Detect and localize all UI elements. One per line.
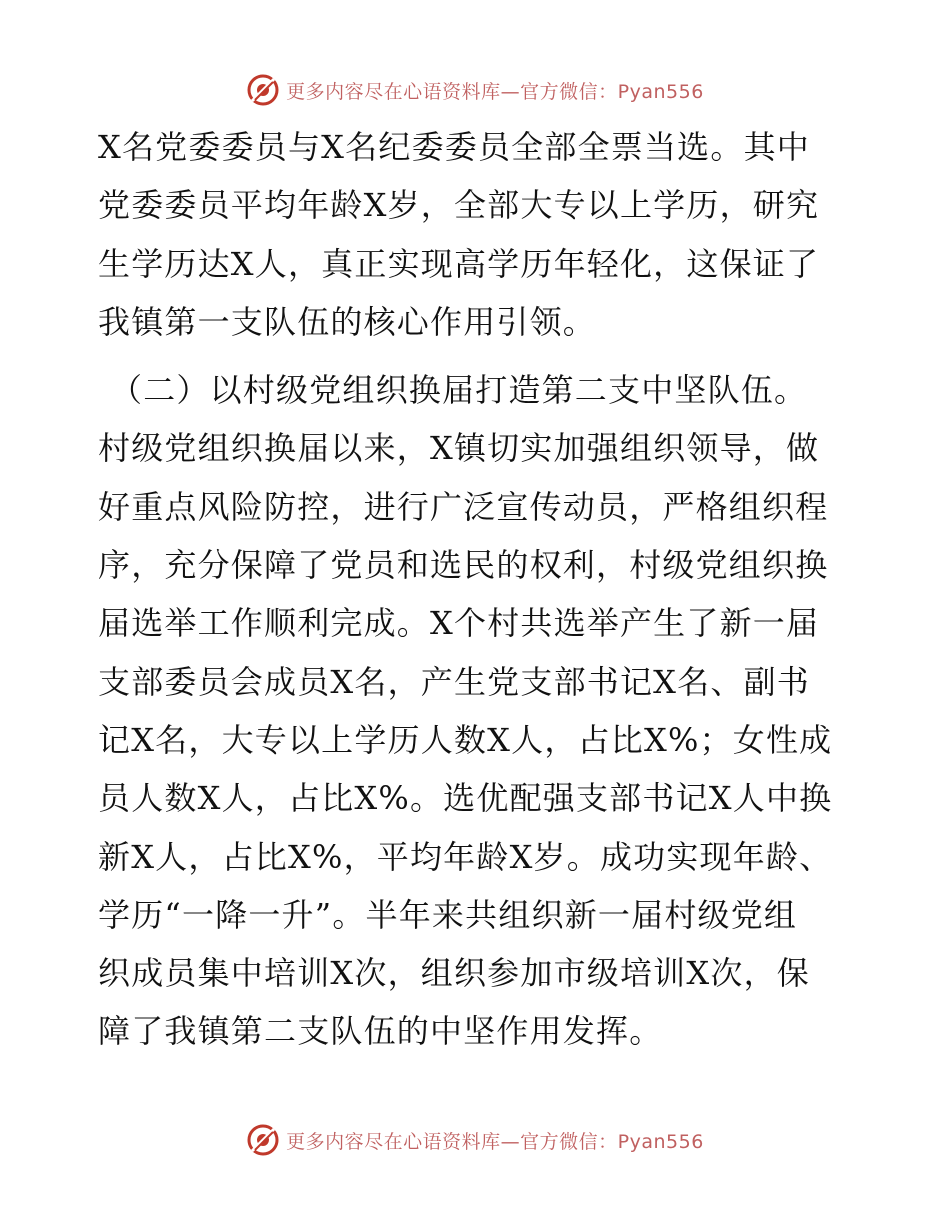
footer-banner-content bbox=[246, 1123, 704, 1157]
text-line: 党委委员平均年龄X岁，全部大专以上学历，研究 bbox=[98, 186, 820, 225]
text-line: X名党委委员与X名纪委委员全部全票当选。其中 bbox=[98, 128, 810, 166]
brand-logo-icon bbox=[246, 73, 280, 107]
text-line: 好重点风险防控，进行广泛宣传动员，严格组织程 bbox=[98, 487, 829, 526]
paragraph-1 bbox=[98, 118, 858, 351]
document-body bbox=[98, 118, 858, 1061]
text-line: 学历“一降一升”。半年来共组织新一届村级党组 bbox=[98, 895, 798, 934]
text-line: 我镇第一支队伍的核心作用引领。 bbox=[98, 302, 597, 341]
header-banner-text: 更多内容尽在心语资料库—官方微信：Pyan556 bbox=[286, 80, 704, 103]
brand-logo-icon bbox=[246, 1123, 280, 1157]
text-line: 村级党组织换届以来，X镇切实加强组织领导，做 bbox=[98, 429, 820, 468]
section-heading: （二）以村级党组织换届打造第二支中坚队伍。 bbox=[110, 371, 808, 410]
text-line: 员人数X人，占比X%。选优配强支部书记X人中换 bbox=[98, 779, 833, 818]
text-line: 届选举工作顺利完成。X个村共选举产生了新一届 bbox=[98, 604, 820, 643]
text-line: 记X名，大专以上学历人数X人，占比X%；女性成 bbox=[98, 720, 833, 759]
text-line: 支部委员会成员X名，产生党支部书记X名、副书 bbox=[98, 662, 810, 701]
footer-banner-text: 更多内容尽在心语资料库—官方微信：Pyan556 bbox=[286, 1130, 704, 1153]
text-line: 新X人，占比X%，平均年龄X岁。成功实现年龄、 bbox=[98, 837, 833, 876]
text-line: 生学历达X人，真正实现高学历年轻化，这保证了 bbox=[98, 244, 820, 283]
header-banner-content bbox=[246, 73, 704, 107]
paragraph-2 bbox=[98, 419, 858, 1060]
text-line: 织成员集中培训X次，组织参加市级培训X次，保 bbox=[98, 954, 810, 993]
header-banner bbox=[0, 70, 950, 110]
paragraph-spacer bbox=[98, 351, 858, 361]
footer-banner bbox=[0, 1120, 950, 1160]
text-line: 序，充分保障了党员和选民的权利，村级党组织换 bbox=[98, 546, 829, 585]
text-line: 障了我镇第二支队伍的中坚作用发挥。 bbox=[98, 1012, 663, 1051]
